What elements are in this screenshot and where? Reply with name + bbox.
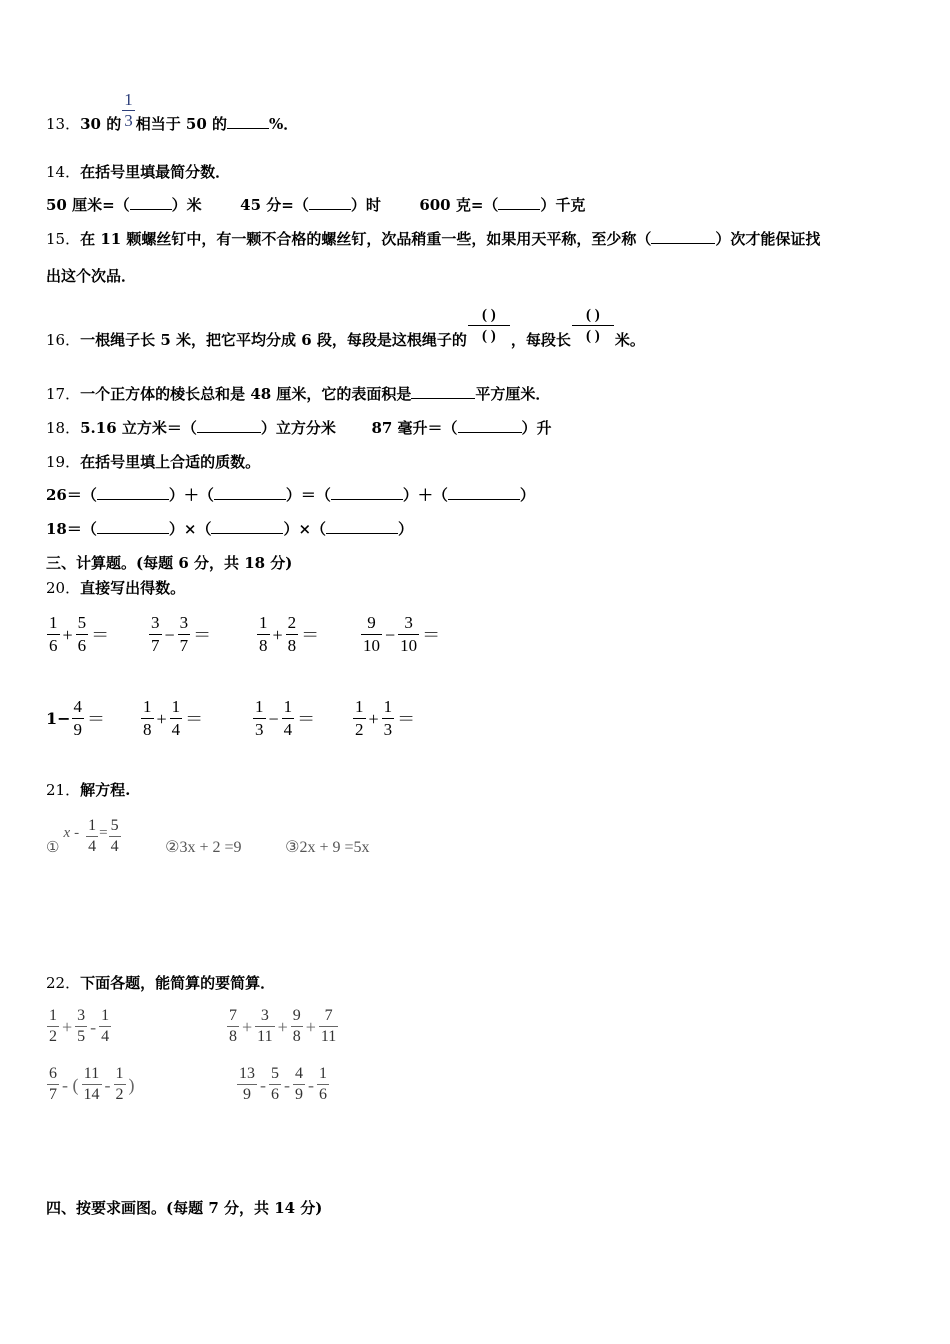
- q14-items: [46, 195, 585, 215]
- q13: [46, 89, 299, 134]
- text: ②: [165, 839, 180, 856]
- text: 18．: [46, 419, 81, 437]
- numerator: 2: [286, 612, 299, 635]
- q17-answer-blank[interactable]: [411, 384, 475, 399]
- numerator: 1: [47, 1006, 59, 1027]
- section-3-heading: 三、计算题。(每题 6 分，共 18 分): [46, 554, 293, 572]
- text: 19．: [46, 453, 81, 471]
- denominator: 4: [283, 720, 293, 739]
- text: 1−: [46, 708, 71, 728]
- q20-r2-expr-3: [252, 696, 317, 741]
- operator: +: [305, 1016, 316, 1037]
- text: 14．: [46, 163, 81, 181]
- text: 在 11 颗螺丝钉中，有一颗不合格的螺丝钉，次品稍重一些，如果用天平称，至少称（: [80, 230, 652, 248]
- q18-blank-1[interactable]: [197, 418, 261, 433]
- denominator: 5: [77, 1028, 86, 1045]
- operator: +: [62, 624, 73, 645]
- q20-title: [46, 578, 185, 598]
- fraction: [257, 612, 270, 657]
- text: ）＝（: [285, 486, 331, 504]
- numerator: 5: [109, 816, 121, 837]
- q14-blank-3[interactable]: [498, 195, 540, 210]
- text: 平方厘米．: [475, 385, 551, 403]
- denominator: ( ): [481, 327, 496, 344]
- q14-blank-1[interactable]: [130, 195, 172, 210]
- operator: ＝: [87, 708, 106, 729]
- numerator: 5: [269, 1064, 281, 1085]
- fraction: [293, 1064, 305, 1105]
- denominator: 4: [101, 1028, 110, 1045]
- operator: -: [284, 1074, 290, 1095]
- q15-line2: 出这个次品．: [46, 267, 137, 285]
- operator: ＝: [422, 624, 441, 645]
- q17: [46, 384, 550, 404]
- text: ）千克: [540, 196, 586, 214]
- q13-number: 13．: [46, 115, 81, 133]
- operator: -: [308, 1074, 314, 1095]
- fraction: [170, 696, 183, 741]
- q22-problem-4: [236, 1064, 330, 1105]
- text: ）次才能保证找: [715, 230, 821, 248]
- text: 22．: [46, 974, 81, 992]
- fraction: [269, 1064, 281, 1105]
- text: 2x + 9 =5x: [299, 839, 370, 856]
- text: x: [63, 825, 71, 841]
- operator: +: [62, 1016, 73, 1037]
- q13-answer-blank[interactable]: [227, 114, 269, 129]
- operator: ＝: [297, 708, 316, 729]
- q19-row2: [46, 519, 413, 539]
- operator: - (: [62, 1074, 79, 1095]
- numerator: 7: [319, 1006, 338, 1027]
- numerator: 3: [398, 612, 419, 635]
- numerator: 1: [99, 1006, 111, 1027]
- text: ）×（: [283, 520, 327, 538]
- denominator: ( ): [586, 327, 600, 344]
- q21-eq2: [165, 838, 241, 858]
- operator: +: [272, 624, 283, 645]
- numerator: 1: [317, 1064, 329, 1085]
- denominator: 8: [229, 1028, 237, 1045]
- text: ）时: [350, 196, 381, 214]
- numerator: 1: [47, 612, 60, 635]
- operator: -: [260, 1074, 266, 1095]
- denominator: 14: [83, 1086, 100, 1103]
- text: 50 厘米=（: [46, 196, 130, 214]
- denominator: 7: [179, 636, 189, 655]
- text: ）: [398, 520, 414, 538]
- operator: ＝: [397, 708, 416, 729]
- denominator: 10: [363, 636, 380, 655]
- text: 下面各题，能简算的要简算．: [80, 974, 276, 992]
- q21-title: [46, 780, 130, 800]
- q22-problem-3: [46, 1064, 137, 1105]
- q19-r2-blank-2[interactable]: [211, 519, 283, 534]
- text: 相当于 50 的: [135, 115, 228, 133]
- q16-fraction-blank-1[interactable]: [468, 305, 510, 346]
- operator: ＝: [193, 624, 212, 645]
- operator: +: [242, 1016, 253, 1037]
- fraction: [382, 696, 395, 741]
- q19-r1-blank-1[interactable]: [97, 485, 169, 500]
- q15-line1: [46, 229, 820, 249]
- denominator: 6: [77, 636, 87, 655]
- denominator: 9: [295, 1086, 303, 1103]
- operator: -: [104, 1074, 111, 1095]
- text: 在括号里填上合适的质数。: [80, 453, 261, 471]
- q19-r1-blank-3[interactable]: [331, 485, 403, 500]
- numerator: 1: [86, 816, 98, 837]
- denominator: 8: [143, 720, 152, 739]
- denominator: 11: [257, 1028, 273, 1045]
- fraction: [76, 612, 89, 657]
- fraction: [227, 1006, 239, 1047]
- fraction: [361, 612, 382, 657]
- numerator: ( ): [572, 305, 614, 326]
- fraction: [353, 696, 366, 741]
- fraction: [109, 816, 121, 857]
- text: ）立方分米: [260, 419, 336, 437]
- operator: ＝: [301, 624, 320, 645]
- denominator: 8: [292, 1028, 301, 1045]
- q21-equations: [46, 814, 370, 858]
- numerator: 1: [170, 696, 183, 719]
- fraction: [286, 612, 299, 657]
- q19-r1-blank-2[interactable]: [214, 485, 286, 500]
- q19-r2-blank-1[interactable]: [97, 519, 169, 534]
- numerator: 1: [282, 696, 295, 719]
- denominator: 6: [271, 1086, 279, 1103]
- denominator: 3: [383, 720, 393, 739]
- denominator: 2: [115, 1086, 124, 1103]
- text: ，每段长: [510, 331, 571, 349]
- numerator: ( ): [468, 305, 510, 326]
- denominator: 7: [49, 1086, 57, 1103]
- numerator: 7: [227, 1006, 239, 1027]
- numerator: 1: [253, 696, 266, 719]
- denominator: 7: [151, 636, 160, 655]
- operator: +: [156, 708, 167, 729]
- denominator: 8: [259, 636, 268, 655]
- fraction: [47, 612, 60, 657]
- q20-r1-expr-4: [360, 612, 442, 657]
- text: =: [99, 825, 108, 841]
- denominator: 3: [255, 720, 264, 739]
- fraction: [141, 696, 154, 741]
- operator: −: [268, 708, 279, 729]
- fraction: [255, 1006, 274, 1047]
- numerator: 13: [237, 1064, 257, 1085]
- operator: -: [90, 1016, 97, 1037]
- fraction: [47, 1006, 59, 1047]
- text: 600 克=（: [419, 196, 499, 214]
- numerator: 1: [124, 89, 133, 109]
- numerator: 4: [72, 696, 85, 719]
- text: 米。: [614, 331, 645, 349]
- q20-r1-expr-2: [148, 612, 213, 657]
- operator: ): [128, 1074, 135, 1095]
- operator: −: [385, 624, 396, 645]
- fraction: [398, 612, 419, 657]
- text: ）＋（: [402, 486, 448, 504]
- q20-r2-expr-2: [140, 696, 205, 741]
- q16: [46, 300, 645, 350]
- text: 在括号里填最简分数．: [80, 163, 231, 181]
- text: ③: [285, 839, 300, 856]
- fraction: [99, 1006, 111, 1047]
- text: %．: [269, 115, 299, 133]
- q20-r2-expr-1: [46, 696, 107, 741]
- q19-r1-blank-4[interactable]: [448, 485, 520, 500]
- q14-blank-2[interactable]: [309, 195, 351, 210]
- q20-r2-expr-4: [352, 696, 417, 741]
- q21-eq3: [285, 838, 369, 858]
- numerator: 9: [361, 612, 382, 635]
- fraction: [47, 1064, 59, 1105]
- denominator: 9: [243, 1086, 251, 1103]
- text: 87 毫升＝（: [371, 419, 458, 437]
- fraction: [237, 1064, 257, 1105]
- text: 5.16 立方米＝（: [80, 419, 197, 437]
- denominator: 4: [88, 837, 97, 855]
- q16-fraction-blank-2[interactable]: [572, 305, 614, 346]
- numerator: 1: [141, 696, 154, 719]
- text: 直接写出得数。: [80, 579, 186, 597]
- numerator: 9: [291, 1006, 303, 1027]
- text: 15．: [46, 230, 81, 248]
- denominator: 4: [171, 720, 181, 739]
- text: 26＝（: [46, 486, 97, 504]
- text: ）升: [521, 419, 552, 437]
- text: 20．: [46, 579, 81, 597]
- fraction: [317, 1064, 329, 1105]
- denominator: 11: [320, 1028, 337, 1045]
- operator: +: [368, 708, 379, 729]
- numerator: 1: [382, 696, 395, 719]
- numerator: 4: [293, 1064, 305, 1085]
- q14-title: [46, 162, 230, 182]
- text: ）×（: [168, 520, 212, 538]
- fraction: [291, 1006, 303, 1047]
- text: 一个正方体的棱长总和是 48 厘米，它的表面积是: [80, 385, 412, 403]
- fraction: [178, 612, 191, 657]
- denominator: 2: [49, 1028, 57, 1045]
- text: 18＝（: [46, 520, 97, 538]
- q19-r2-blank-3[interactable]: [326, 519, 398, 534]
- numerator: 3: [178, 612, 191, 635]
- section-4-heading: 四、按要求画图。(每题 7 分，共 14 分): [46, 1199, 323, 1217]
- text: 17．: [46, 385, 81, 403]
- fraction: [319, 1006, 338, 1047]
- operator: ＝: [91, 624, 110, 645]
- text: -: [74, 825, 80, 841]
- denominator: 6: [49, 636, 58, 655]
- fraction: [282, 696, 295, 741]
- fraction: [86, 816, 98, 857]
- q20-r1-expr-3: [256, 612, 321, 657]
- text: ）米: [171, 196, 202, 214]
- q18: [46, 418, 552, 438]
- operator: −: [164, 624, 175, 645]
- denominator: 9: [73, 720, 83, 739]
- fraction: [114, 1064, 126, 1105]
- text: 21．: [46, 781, 81, 799]
- text: 3x + 2 =9: [179, 839, 242, 856]
- numerator: 3: [255, 1006, 274, 1027]
- operator: ＝: [185, 708, 204, 729]
- text: 解方程.: [80, 781, 131, 799]
- numerator: 1: [353, 696, 366, 719]
- q20-r1-expr-1: [46, 612, 111, 657]
- q19-title: [46, 452, 260, 472]
- fraction: [75, 1006, 87, 1047]
- numerator: 11: [82, 1064, 102, 1085]
- q22-problem-2: [226, 1006, 339, 1047]
- q18-blank-2[interactable]: [458, 418, 522, 433]
- denominator: 2: [355, 720, 364, 739]
- denominator: 8: [287, 636, 297, 655]
- fraction: [149, 612, 162, 657]
- numerator: 3: [149, 612, 162, 635]
- q22-problem-1: [46, 1006, 112, 1047]
- text: 16．: [46, 331, 81, 349]
- q13-fraction: [122, 90, 135, 131]
- denominator: 4: [110, 837, 119, 855]
- q19-row1: [46, 485, 535, 505]
- denominator: 10: [400, 636, 418, 655]
- q22-title: [46, 973, 275, 993]
- fraction: [253, 696, 266, 741]
- fraction: [72, 696, 85, 741]
- fraction: [82, 1064, 102, 1105]
- numerator: 1: [114, 1064, 126, 1085]
- q21-eq1-mark: ①: [46, 840, 60, 856]
- numerator: 5: [76, 612, 89, 635]
- denominator: 3: [124, 110, 133, 130]
- operator: +: [277, 1016, 288, 1037]
- numerator: 6: [47, 1064, 59, 1085]
- text: 45 分=（: [240, 196, 309, 214]
- numerator: 1: [257, 612, 270, 635]
- text: ）: [519, 486, 535, 504]
- q15-answer-blank[interactable]: [651, 229, 715, 244]
- text: 30 的: [80, 115, 122, 133]
- text: ）＋（: [168, 486, 214, 504]
- text: 一根绳子长 5 米，把它平均分成 6 段，每段是这根绳子的: [80, 331, 467, 349]
- numerator: 3: [75, 1006, 87, 1027]
- denominator: 6: [319, 1086, 327, 1103]
